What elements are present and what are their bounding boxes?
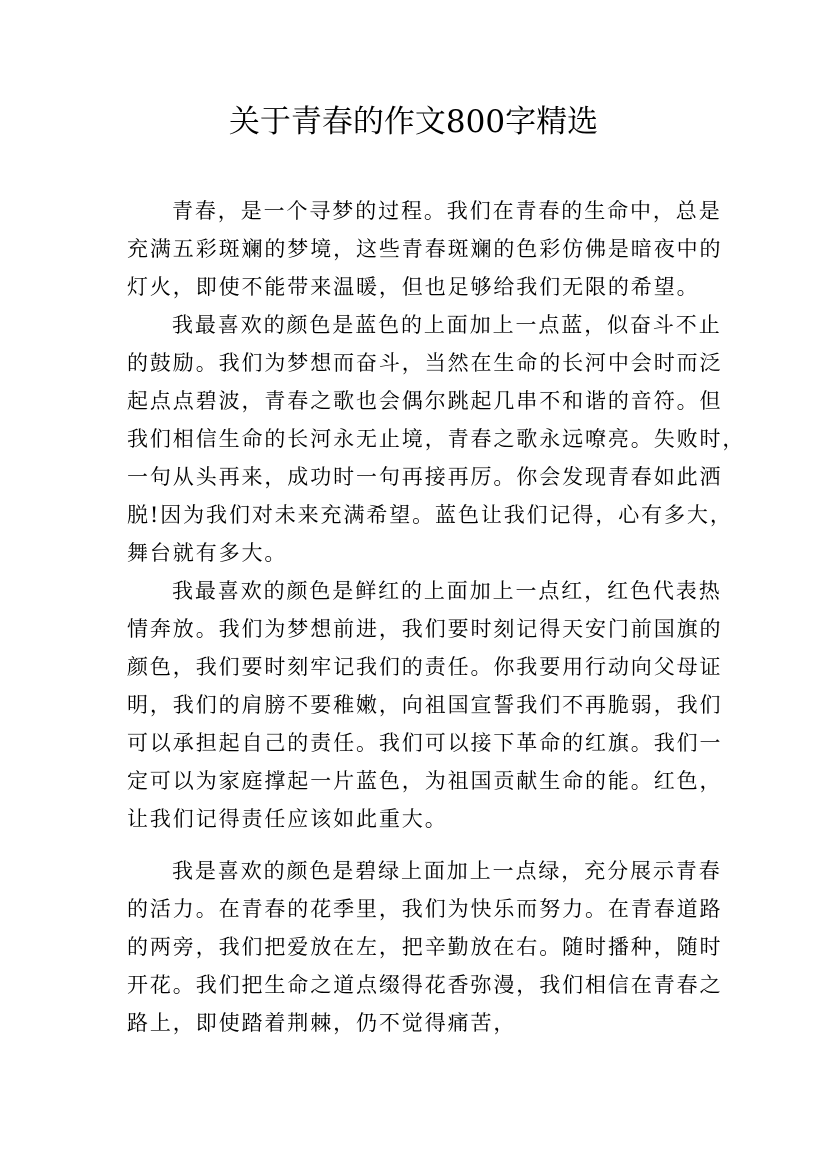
paragraph-2-line-6: 脱!因为我们对未来充满希望。蓝色让我们记得，心有多大， <box>127 503 733 527</box>
paragraph-1-line-1: 青春，是一个寻梦的过程。我们在青春的生命中，总是 <box>172 199 722 223</box>
paragraph-2-line-4: 我们相信生命的长河永无止境，青春之歌永远嘹亮。失败时， <box>127 427 746 451</box>
paragraph-2-line-1: 我最喜欢的颜色是蓝色的上面加上一点蓝，似奋斗不止 <box>172 313 722 337</box>
paragraph-3-line-2: 情奔放。我们为梦想前进，我们要时刻记得天安门前国旗的 <box>127 617 723 641</box>
paragraph-1-line-3: 灯火，即使不能带来温暖，但也足够给我们无限的希望。 <box>127 275 700 299</box>
paragraph-4-line-3: 的两旁，我们把爱放在左，把辛勤放在右。随时播种，随时 <box>127 935 723 959</box>
paragraph-4-line-5: 路上，即使踏着荆棘，仍不觉得痛苦， <box>127 1011 517 1035</box>
paragraph-1-line-2: 充满五彩斑斓的梦境，这些青春斑斓的色彩仿佛是暗夜中的 <box>127 237 723 261</box>
paragraph-4-line-2: 的活力。在青春的花季里，我们为快乐而努力。在青春道路 <box>127 897 723 921</box>
paragraph-3-line-1: 我最喜欢的颜色是鲜红的上面加上一点红，红色代表热 <box>172 579 722 603</box>
paragraph-3-line-6: 定可以为家庭撑起一片蓝色，为祖国贡献生命的能。红色， <box>127 769 723 793</box>
paragraph-4-line-1: 我是喜欢的颜色是碧绿上面加上一点绿，充分展示青春 <box>172 859 722 883</box>
paragraph-3-line-3: 颜色，我们要时刻牢记我们的责任。你我要用行动向父母证 <box>127 655 723 679</box>
paragraph-4-line-4: 开花。我们把生命之道点缀得花香弥漫，我们相信在青春之 <box>127 973 723 997</box>
paragraph-2-line-5: 一句从头再来，成功时一句再接再厉。你会发现青春如此洒 <box>127 465 723 489</box>
paragraph-3-line-5: 可以承担起自己的责任。我们可以接下革命的红旗。我们一 <box>127 731 723 755</box>
paragraph-2-line-7: 舞台就有多大。 <box>127 541 288 565</box>
paragraph-2-line-2: 的鼓励。我们为梦想而奋斗，当然在生命的长河中会时而泛 <box>127 351 723 375</box>
document-title: 关于青春的作文800字精选 <box>228 104 599 140</box>
paragraph-3-line-7: 让我们记得责任应该如此重大。 <box>127 807 448 831</box>
paragraph-2-line-3: 起点点碧波，青春之歌也会偶尔跳起几串不和谐的音符。但 <box>127 389 723 413</box>
paragraph-3-line-4: 明，我们的肩膀不要稚嫩，向祖国宣誓我们不再脆弱，我们 <box>127 693 723 717</box>
